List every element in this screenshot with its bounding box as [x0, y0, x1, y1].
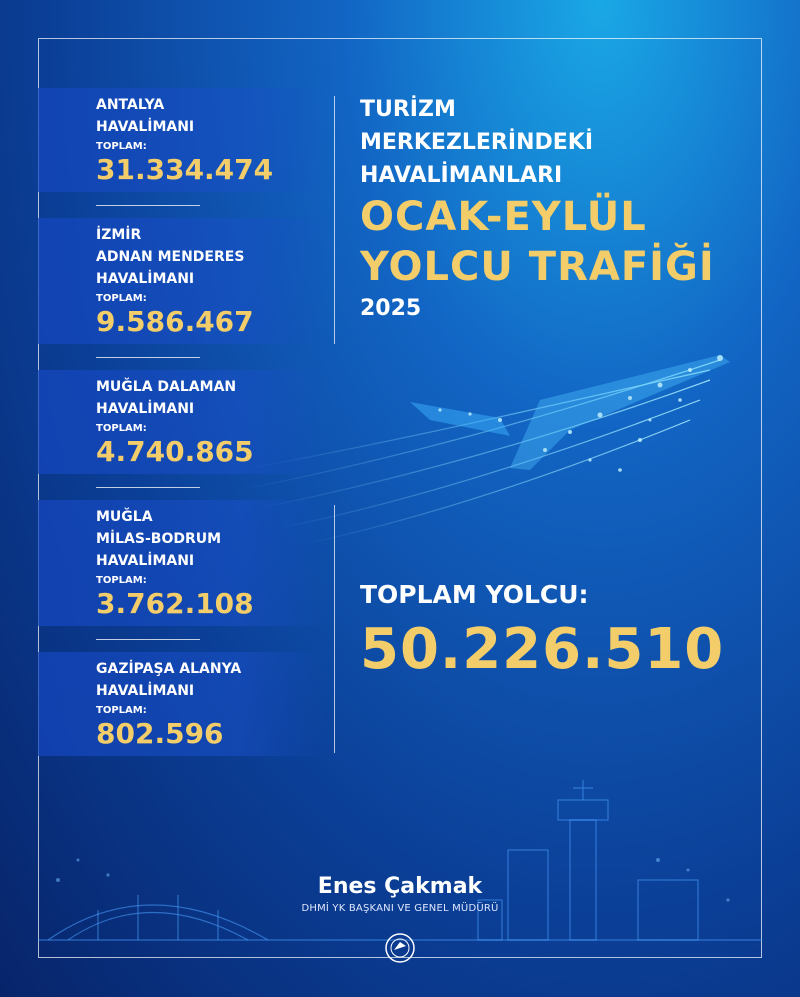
- divider: [96, 205, 200, 206]
- airport-total-label: TOPLAM:: [96, 293, 147, 304]
- airport-name-line: ANTALYA: [96, 97, 165, 113]
- airport-skyline-illustration: [38, 760, 762, 958]
- highlight-line: OCAK-EYLÜL: [360, 194, 647, 240]
- airport-total-value: 3.762.108: [96, 587, 254, 620]
- divider: [96, 487, 200, 488]
- airport-name-line: HAVALİMANI: [96, 553, 195, 569]
- airport-name-line: HAVALİMANI: [96, 401, 195, 417]
- airport-list: [38, 88, 326, 782]
- airport-name-line: MİLAS-BODRUM: [96, 531, 222, 547]
- airport-name-line: ADNAN MENDERES: [96, 249, 245, 265]
- title-line: HAVALİMANLARI: [360, 163, 563, 188]
- airport-total-value: 31.334.474: [96, 153, 274, 186]
- total-passenger-label: TOPLAM YOLCU:: [360, 580, 589, 609]
- airport-name-line: GAZİPAŞA ALANYA: [96, 661, 242, 677]
- airport-name-line: MUĞLA: [96, 509, 153, 525]
- airport-gazipasa: [38, 652, 326, 756]
- airport-izmir: [38, 218, 326, 344]
- airport-bodrum: [38, 500, 326, 626]
- airport-dalaman: [38, 370, 326, 474]
- headline: [360, 93, 760, 326]
- total-passenger-value: 50.226.510: [360, 617, 725, 682]
- highlight-line: YOLCU TRAFİĞİ: [360, 244, 715, 290]
- signature-role: DHMİ YK BAŞKANI VE GENEL MÜDÜRÜ: [301, 903, 499, 914]
- vertical-divider-top: [334, 96, 335, 344]
- divider: [96, 639, 200, 640]
- dhmi-seal-icon: [384, 932, 416, 964]
- airport-total-value: 9.586.467: [96, 305, 254, 338]
- airport-name-line: MUĞLA DALAMAN: [96, 379, 237, 395]
- airport-name-line: HAVALİMANI: [96, 119, 195, 135]
- airport-total-label: TOPLAM:: [96, 575, 147, 586]
- airport-name-line: HAVALİMANI: [96, 271, 195, 287]
- airport-total-label: TOPLAM:: [96, 423, 147, 434]
- airport-total-label: TOPLAM:: [96, 141, 147, 152]
- airport-total-value: 4.740.865: [96, 435, 254, 468]
- signature-block: [0, 874, 800, 914]
- airport-name-line: İZMİR: [96, 227, 142, 243]
- divider: [96, 357, 200, 358]
- airport-total-value: 802.596: [96, 717, 224, 750]
- airport-name-line: HAVALİMANI: [96, 683, 195, 699]
- airport-total-label: TOPLAM:: [96, 705, 147, 716]
- vertical-divider-bottom: [334, 505, 335, 753]
- signature-name: Enes Çakmak: [317, 874, 483, 899]
- airport-antalya: [38, 88, 326, 192]
- year-label: 2025: [360, 296, 422, 321]
- title-line: TURİZM: [360, 97, 456, 122]
- title-line: MERKEZLERİNDEKİ: [360, 130, 593, 155]
